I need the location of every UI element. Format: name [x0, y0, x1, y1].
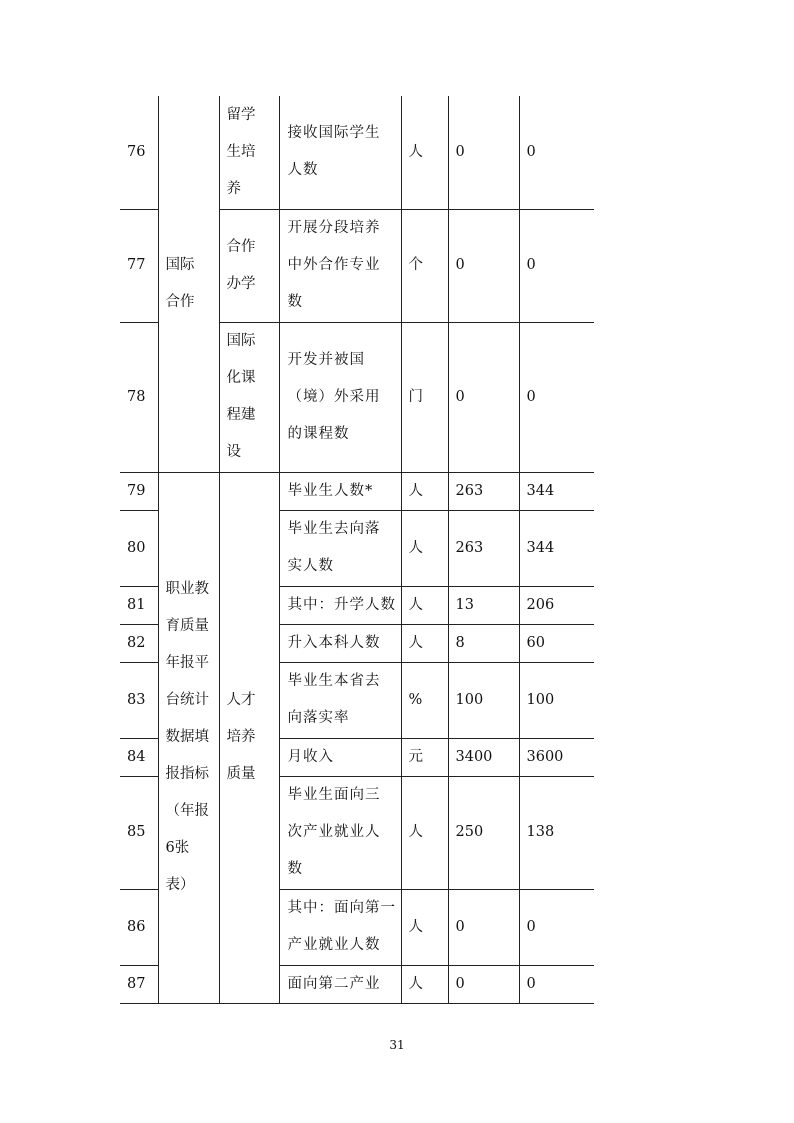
indicator-label: 毕业生本省去向落实率 [287, 673, 381, 726]
indicator-label: 毕业生人数* [287, 482, 374, 499]
page-number: 31 [389, 1038, 405, 1052]
unit-cell: 个 [401, 209, 448, 322]
indicator-cell [279, 209, 401, 322]
value-cell: 263 [448, 510, 519, 586]
row-number: 78 [120, 322, 158, 472]
indicator-cell [279, 472, 401, 510]
indicator-label: 开发并被国（境）外采用的课程数 [287, 351, 381, 442]
group-cell-source [158, 472, 219, 1003]
indicator-cell [279, 889, 401, 965]
indicator-cell [279, 322, 401, 472]
indicator-label: 面向第二产业 [287, 975, 381, 992]
sub-category-label: 留学生培养 [226, 106, 256, 197]
table-row [120, 96, 594, 209]
value-cell: 263 [448, 472, 519, 510]
value-cell: 138 [519, 776, 594, 889]
group-cell-intl-coop [158, 96, 219, 472]
unit-cell: 人 [401, 965, 448, 1003]
unit-cell: 元 [401, 738, 448, 776]
value-cell: 0 [519, 209, 594, 322]
value-cell: 0 [519, 96, 594, 209]
value-cell: 0 [448, 965, 519, 1003]
value-cell: 100 [519, 662, 594, 738]
value-cell: 0 [519, 889, 594, 965]
group-label: 国际合作 [165, 256, 195, 310]
value-cell: 3600 [519, 738, 594, 776]
unit-cell: 门 [401, 322, 448, 472]
unit-cell: 人 [401, 889, 448, 965]
indicator-label: 毕业生去向落实人数 [287, 521, 381, 574]
sub-category-label: 国际化课程建设 [226, 333, 256, 460]
value-cell: 206 [519, 586, 594, 624]
value-cell: 0 [519, 322, 594, 472]
unit-cell: 人 [401, 624, 448, 662]
indicator-cell [279, 776, 401, 889]
value-cell: 0 [519, 965, 594, 1003]
value-cell: 0 [448, 889, 519, 965]
indicator-cell [279, 662, 401, 738]
row-number: 85 [120, 776, 158, 889]
indicator-label: 其中：升学人数 [287, 596, 396, 613]
unit-cell: % [401, 662, 448, 738]
indicator-label: 月收入 [287, 748, 334, 765]
indicator-table [120, 96, 594, 1004]
unit-cell: 人 [401, 96, 448, 209]
indicator-cell [279, 96, 401, 209]
group-label: 职业教育质量年报平台统计数据填报指标（年报6张表） [165, 581, 209, 893]
row-number: 86 [120, 889, 158, 965]
sub-category-cell [219, 322, 279, 472]
indicator-label: 毕业生面向三次产业就业人数 [287, 787, 381, 877]
group-cell-talent-quality [219, 472, 279, 1003]
sub-category-cell [219, 209, 279, 322]
value-cell: 3400 [448, 738, 519, 776]
row-number: 82 [120, 624, 158, 662]
row-number: 81 [120, 586, 158, 624]
value-cell: 344 [519, 472, 594, 510]
value-cell: 8 [448, 624, 519, 662]
row-number: 83 [120, 662, 158, 738]
value-cell: 13 [448, 586, 519, 624]
unit-cell: 人 [401, 472, 448, 510]
value-cell: 0 [448, 209, 519, 322]
row-number: 77 [120, 209, 158, 322]
unit-cell: 人 [401, 510, 448, 586]
indicator-cell [279, 624, 401, 662]
indicator-label: 接收国际学生人数 [287, 125, 381, 179]
value-cell: 0 [448, 322, 519, 472]
unit-cell: 人 [401, 776, 448, 889]
indicator-cell [279, 510, 401, 586]
indicator-cell [279, 965, 401, 1003]
row-number: 80 [120, 510, 158, 586]
sub-category-label: 合作办学 [226, 238, 256, 292]
value-cell: 60 [519, 624, 594, 662]
value-cell: 0 [448, 96, 519, 209]
sub-category-cell [219, 96, 279, 209]
row-number: 87 [120, 965, 158, 1003]
indicator-label: 其中：面向第一产业就业人数 [287, 900, 396, 953]
unit-cell: 人 [401, 586, 448, 624]
indicator-label: 开展分段培养中外合作专业数 [287, 220, 381, 310]
sub-category-label: 人才培养质量 [226, 692, 256, 782]
table-row [120, 472, 594, 510]
indicator-cell [279, 738, 401, 776]
value-cell: 344 [519, 510, 594, 586]
indicator-label: 升入本科人数 [287, 634, 381, 651]
row-number: 76 [120, 96, 158, 209]
value-cell: 100 [448, 662, 519, 738]
value-cell: 250 [448, 776, 519, 889]
row-number: 84 [120, 738, 158, 776]
indicator-cell [279, 586, 401, 624]
row-number: 79 [120, 472, 158, 510]
